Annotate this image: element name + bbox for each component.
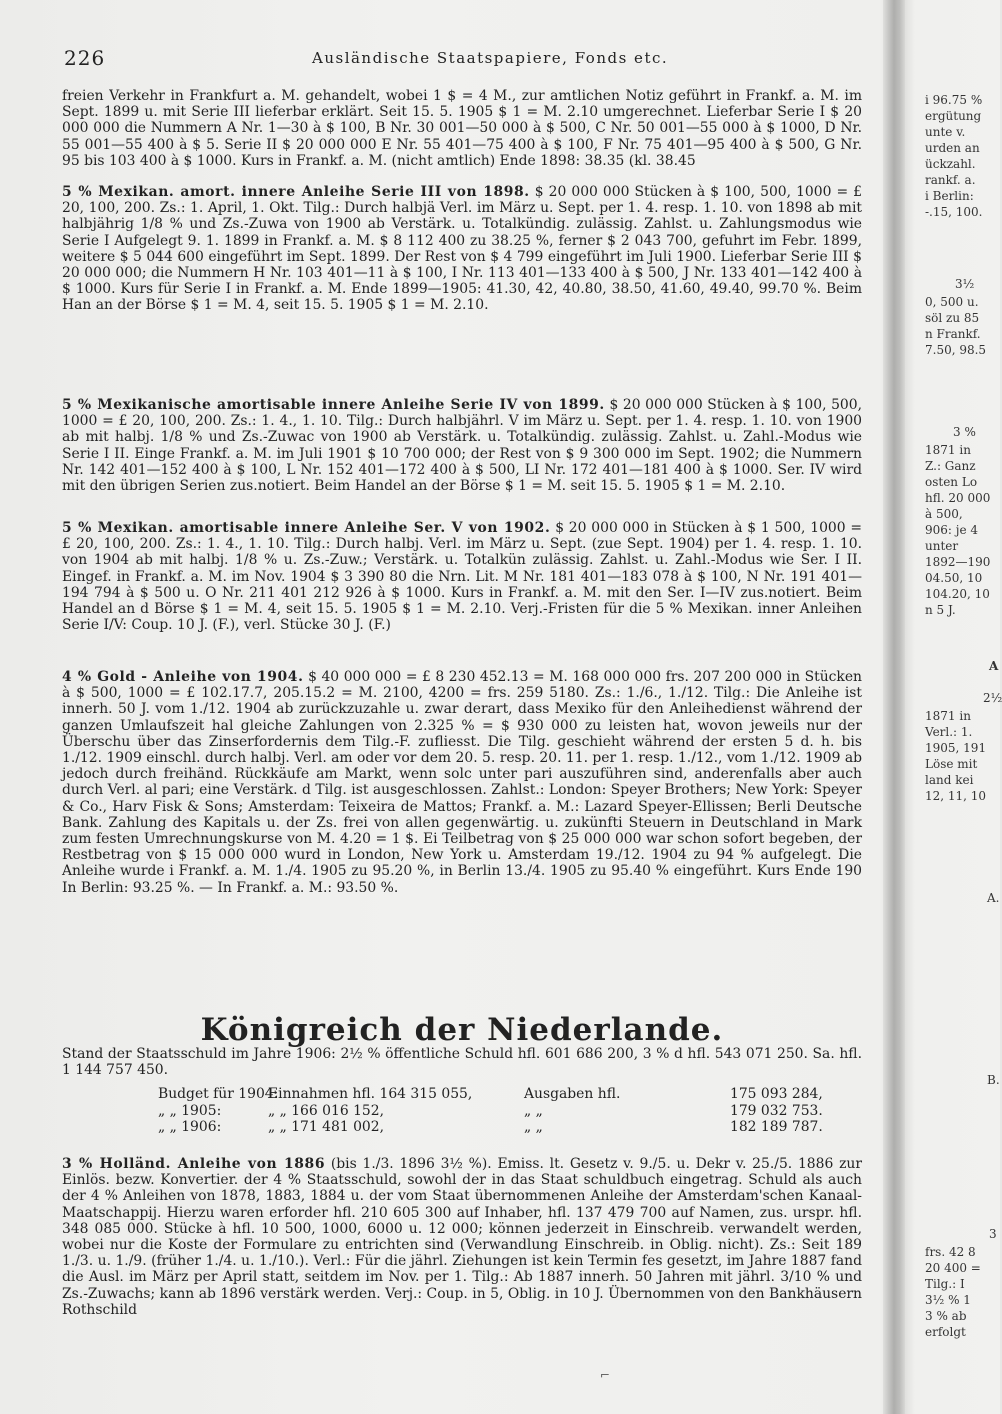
fragment: osten Lo bbox=[925, 475, 978, 489]
paragraph-serie-ii-continued bbox=[62, 88, 862, 169]
fragment: 3 % ab bbox=[925, 1309, 967, 1323]
fragment: B. bbox=[987, 1073, 1000, 1087]
fragment: 1871 in bbox=[925, 709, 971, 723]
budget-table bbox=[156, 1086, 876, 1136]
fragment: 1905, 191 bbox=[925, 741, 987, 755]
fragment: A bbox=[989, 659, 999, 673]
paragraph-text: $ 20 000 000 Stücken à $ 100, 500, 1000 = £ 20, 100, 200. Zs.: 1. April, 1. Okt. Tilg.: Durch halbjä Verl. im März u. Sept. per 1. 4. resp. 1. 10. von 1898 ab mit halbjährig 1/8 % und Zs.-Zuwa von 1900 ab Verstärk. u. Totalkündig. zulässig. Zahlst. u. Zahlungsmodus wie Serie I Aufgelegt 9. 1. 1899 in Frankf. a. M. $ 8 112 400 zu 38.25 %, ferner $ 2 043 700, gefuhrt im Febr. 1899, weitere $ 5 044 600 eingeführt im Sept. 1899. Der Rest von $ 4 799 eingeführt im Juli 1900. Lieferbar Serie III $ 20 000 000; die Nummern H Nr. 103 401—11 à $ 100, I Nr. 113 401—133 400 à $ 500, J Nr. 133 401—142 400 à $ 1000. Kurs für Serie I in Frankf. a. M. Ende 1899—1905: 41.30, 42, 40.80, 38.50, 41.60, 49.40, 99.70 %. Beim Han an der Börse $ 1 = M. 4, seit 15. 5. 1905 $ 1 = M. 2.10. bbox=[62, 184, 862, 314]
fragment: 0, 500 u. bbox=[925, 295, 979, 309]
budget-income: Einnahmen hfl. 164 315 055, bbox=[268, 1086, 473, 1102]
fragment: 104.20, 10 bbox=[925, 587, 990, 601]
fragment: ückzahl. bbox=[925, 157, 976, 171]
fragment: à 500, bbox=[925, 507, 963, 521]
fragment: 3½ bbox=[955, 277, 975, 291]
paragraph-text: $ 40 000 000 = £ 8 230 452.13 = M. 168 000 000 frs. 207 200 000 in Stücken à $ 500, 1000 = £ 102.17.7, 205.15.2 = M. 2100, 4200 = frs. 259 5180. Zs.: 1./6., 1./12. Tilg.: Die Anleihe ist innerh. 50 J. vom 1./12. 1904 ab zurückzuzahle u. zwar derart, dass Mexiko für den Anleihedienst während der ganzen Umlaufszeit hal gleiche Zahlungen von 2.325 % = $ 930 000 zu leisten hat, wovon jeweils nur der Überschu über das Zinserfordernis dem Tilg.-F. zufliesst. Die Tilg. geschieht während der ersten 5 d. h. bis 1./12. 1909 einschl. durch halbj. Verl. am oder vor dem 20. 5. resp. 20. 11. per 1. resp. 1./12., vom 1./12. 1909 ab jedoch durch freihänd. Rückkäufe am Markt, wenn solc unter pari auszuführen sind, anderenfalls aber auch durch Verl. al pari; eine Verstärk. d Tilg. ist ausgeschlossen. Zahlst.: London: Speyer Brothers; New York: Speyer & Co., Harv Fisk & Sons; Amsterdam: Teixeira de Mattos; Frankf. a. M.: Lazard Speyer-Ellissen; Berli Deutsche Bank. Zahlung des Kapitals u. der Zs. frei von allen gegenwärtig. u. zukünfti Steuern in Deutschland in Mark zum festen Umrechnungskurse von M. 4.20 = 1 $. Ei Teilbetrag von $ 25 000 000 war schon sofort begeben, der Restbetrag von $ 15 000 000 wurd in London, New York u. Amsterdam 19./12. 1904 zu 94 % aufgelegt. Die Anleihe wurde i Frankf. a. M. 1./4. 1905 zu 95.20 %, in Berlin 13./4. 1905 zu 95.40 % eingeführt. Kurs Ende 190 In Berlin: 93.25 %. — In Frankf. a. M.: 93.50 %. bbox=[62, 669, 862, 896]
fragment: erfolgt bbox=[925, 1325, 966, 1339]
budget-income: „ „ 166 016 152, bbox=[268, 1102, 385, 1119]
paragraph-text: $ 20 000 000 Stücken à $ 100, 500, 1000 = £ 20, 100, 200. Zs.: 1. 4., 1. 10. Tilg.: Durch halbjährl. V im März u. Sept. per 1. 4. resp. 1. 10. von 1900 ab mit halbj. 1/8 % und Zs.-Zuwac von 1900 ab Verstärk. u. Totalkündig. zulässig. Zahlst. u. Zahl.-Modus wie Serie I II. Einge Frankf. a. M. im Juli 1901 $ 10 700 000; der Rest von $ 9 300 000 im Sept. 1902; die Nummern Nr. 142 401—152 400 à $ 100, L Nr. 152 401—172 400 à $ 500, LI Nr. 172 401—181 400 à $ 1000. Ser. IV wird mit den übrigen Serien zus.notiert. Beim Handel an der Börse $ 1 = M. seit 15. 5. 1905 $ 1 = M. 2.10. bbox=[62, 397, 863, 495]
paragraph-text: (bis 1./3. 1896 3½ %). Emiss. lt. Gesetz v. 9./5. u. Dekr v. 25./5. 1886 zur Einlös. bezw. Konvertier. der 4 % Staatsschuld, sowohl der in das Staat schuldbuch eingetrag. Schuld als auch der 4 % Anleihen von 1878, 1883, 1884 u. der vom Staat übernommenen Anleihe der Amsterdam'schen Kanaal-Maatschappij. Hierzu waren erforder hfl. 210 605 300 auf Inhaber, hfl. 137 479 700 auf Namen, zus. urspr. hfl. 348 085 000. Stücke à hfl. 10 500, 1000, 6000 u. 12 000; können jederzeit in Einschreib. verwandelt werden, wobei nur die Koste der Formulare zu entrichten sind (Verwandlung Einschreib. in Oblig. nicht). Zs.: Seit 189 1./3. u. 1./9. (früher 1./4. u. 1./10.). Verl.: Für die jährl. Ziehungen ist kein Termin fes gesetzt, im Jahre 1887 fand die Ausl. im März per April statt, seitdem im Nov. per 1. Tilg.: Ab 1887 innerh. 50 Jahren mit jährl. 3/10 % und Zs.-Zuwachs; kann ab 1896 verstärk werden. Verj.: Coup. in 5, Oblig. in 10 J. Übernommen von den Bankhäusern Rothschild bbox=[62, 1156, 862, 1318]
fragment: 1892—190 bbox=[925, 555, 991, 569]
section-title: Königreich der Niederlande. bbox=[200, 1012, 724, 1048]
running-title: Ausländische Staatspapiere, Fonds etc. bbox=[312, 49, 669, 67]
paragraph-gold-anleihe bbox=[62, 669, 862, 896]
budget-label: Budget für 1904: bbox=[158, 1086, 279, 1102]
fragment: Verl.: 1. bbox=[925, 725, 973, 739]
budget-expense: 175 093 284, bbox=[730, 1086, 823, 1102]
loan-heading: 5 % Mexikan. amortisable innere Anleihe Ser. V von 1902. bbox=[62, 520, 551, 536]
paragraph-serie-iv bbox=[62, 397, 862, 494]
budget-row bbox=[156, 1103, 876, 1120]
fragment: Löse mit bbox=[925, 757, 978, 771]
budget-row bbox=[156, 1086, 876, 1103]
budget-expense: 179 032 753. bbox=[730, 1102, 823, 1119]
fragment: 7.50, 98.5 bbox=[925, 343, 987, 357]
budget-income: „ „ 171 481 002, bbox=[268, 1119, 385, 1135]
fragment: söl zu 85 bbox=[925, 311, 980, 325]
fragment: 04.50, 10 bbox=[925, 571, 983, 585]
fragment: 12, 11, 10 bbox=[925, 789, 987, 803]
fragment: urden an bbox=[925, 141, 980, 155]
book-gutter bbox=[883, 0, 905, 1414]
fragment: unter bbox=[925, 539, 959, 553]
right-page-edge bbox=[905, 0, 1000, 1414]
budget-label: „ „ 1905: bbox=[158, 1102, 222, 1119]
page-number: 226 bbox=[64, 46, 106, 70]
paragraph-text: $ 20 000 000 in Stücken à $ 1 500, 1000 = £ 20, 100, 200. Zs.: 1. 4., 1. 10. Tilg.: Durch halbj. Verl. im März u. Sept. (zue Sept. 1904) per 1. 4. resp. 1. 10. von 1904 ab mit halbj. 1/8 % u. Zs.-Zuw.; Verstärk. u. Totalkün zulässig. Zahlst. u. Zahl.-Modus wie Ser. I II. Eingef. in Frankf. a. M. im Nov. 1904 $ 3 390 80 die Nrn. Lit. M Nr. 181 401—183 078 à $ 100, N Nr. 191 401—194 794 à $ 500 u. O Nr. 211 401 212 926 à $ 1000. Kurs in Frankf. a. M. mit den Ser. I—IV zus.notiert. Beim Handel an d Börse $ 1 = M. 4, seit 15. 5. 1905 $ 1 = M. 2.10. Verj.-Fristen für die 5 % Mexikan. inner Anleihen Serie I/V: Coup. 10 J. (F.), verl. Stücke 30 J. (F.) bbox=[62, 520, 863, 634]
paragraph-hollaend-anleihe bbox=[62, 1156, 862, 1318]
loan-heading: 3 % Holländ. Anleihe von 1886 bbox=[62, 1156, 326, 1172]
fragment: ergütung bbox=[925, 109, 982, 123]
print-mark: ⌐ bbox=[600, 1368, 611, 1382]
paragraph-text: Stand der Staatsschuld im Jahre 1906: 2½ % öffentliche Schuld hfl. 601 686 200, 3 % d hfl. 543 071 250. Sa. hfl. 1 144 757 450. bbox=[62, 1046, 862, 1079]
fragment: 3 % bbox=[953, 425, 976, 439]
fragment: 1871 in bbox=[925, 443, 971, 457]
fragment: hfl. 20 000 bbox=[925, 491, 991, 505]
fragment: 2½ bbox=[983, 691, 1002, 705]
fragment: 906: je 4 bbox=[925, 523, 979, 537]
fragment: n 5 J. bbox=[925, 603, 956, 617]
budget-label: „ „ 1906: bbox=[158, 1119, 222, 1135]
page-header bbox=[62, 46, 872, 76]
loan-heading: 5 % Mexikan. amort. innere Anleihe Serie III von 1898. bbox=[62, 184, 530, 200]
budget-row bbox=[156, 1119, 876, 1136]
fragment: 3 bbox=[989, 1227, 997, 1241]
left-page bbox=[62, 0, 872, 1414]
budget-expense-label: „ „ bbox=[524, 1102, 543, 1119]
fragment: Tilg.: I bbox=[925, 1277, 965, 1291]
budget-expense-label: „ „ bbox=[524, 1119, 543, 1135]
loan-heading: 5 % Mexikanische amortisable innere Anleihe Serie IV von 1899. bbox=[62, 397, 605, 413]
fragment: land kei bbox=[925, 773, 974, 787]
paragraph-text: freien Verkehr in Frankfurt a. M. gehandelt, wobei 1 $ = 4 M., zur amtlichen Notiz geführt in Frankf. a. M. im Sept. 1899 u. mit Serie III lieferbar erklärt. Seit 15. 5. 1905 $ 1 = M. 2.10 umgerechnet. Lieferbar Serie I $ 20 000 000 die Nummern A Nr. 1—30 à $ 100, B Nr. 30 001—50 000 à $ 500, C Nr. 50 001—55 000 à $ 1000, D Nr. 55 001—55 400 à $ 5. Serie II $ 20 000 000 E Nr. 55 401—75 400 à $ 100, F Nr. 75 401—95 400 à $ 500, G Nr. 95 bis 103 400 à $ 1000. Kurs in Frankf. a. M. (nicht amtlich) Ende 1898: 38.35 (kl. 38.45 bbox=[62, 88, 862, 169]
stand-staatsschuld bbox=[62, 1046, 862, 1078]
fragment: 20 400 = bbox=[925, 1261, 981, 1275]
fragment: unte v. bbox=[925, 125, 966, 139]
fragment: frs. 42 8 bbox=[925, 1245, 976, 1259]
budget-expense: 182 189 787. bbox=[730, 1119, 823, 1135]
fragment: n Frankf. bbox=[925, 327, 981, 341]
fragment: Z.: Ganz bbox=[925, 459, 976, 473]
fragment: A. bbox=[987, 891, 1000, 905]
paragraph-serie-iii bbox=[62, 184, 862, 314]
fragment: 3½ % 1 bbox=[925, 1293, 971, 1307]
loan-heading: 4 % Gold - Anleihe von 1904. bbox=[62, 669, 304, 685]
fragment: rankf. a. bbox=[925, 173, 976, 187]
fragment: -.15, 100. bbox=[925, 205, 983, 219]
paragraph-serie-v bbox=[62, 520, 862, 633]
fragment: i Berlin: bbox=[925, 189, 974, 203]
fragment: i 96.75 % bbox=[925, 93, 983, 107]
budget-expense-label: Ausgaben hfl. bbox=[524, 1086, 621, 1102]
